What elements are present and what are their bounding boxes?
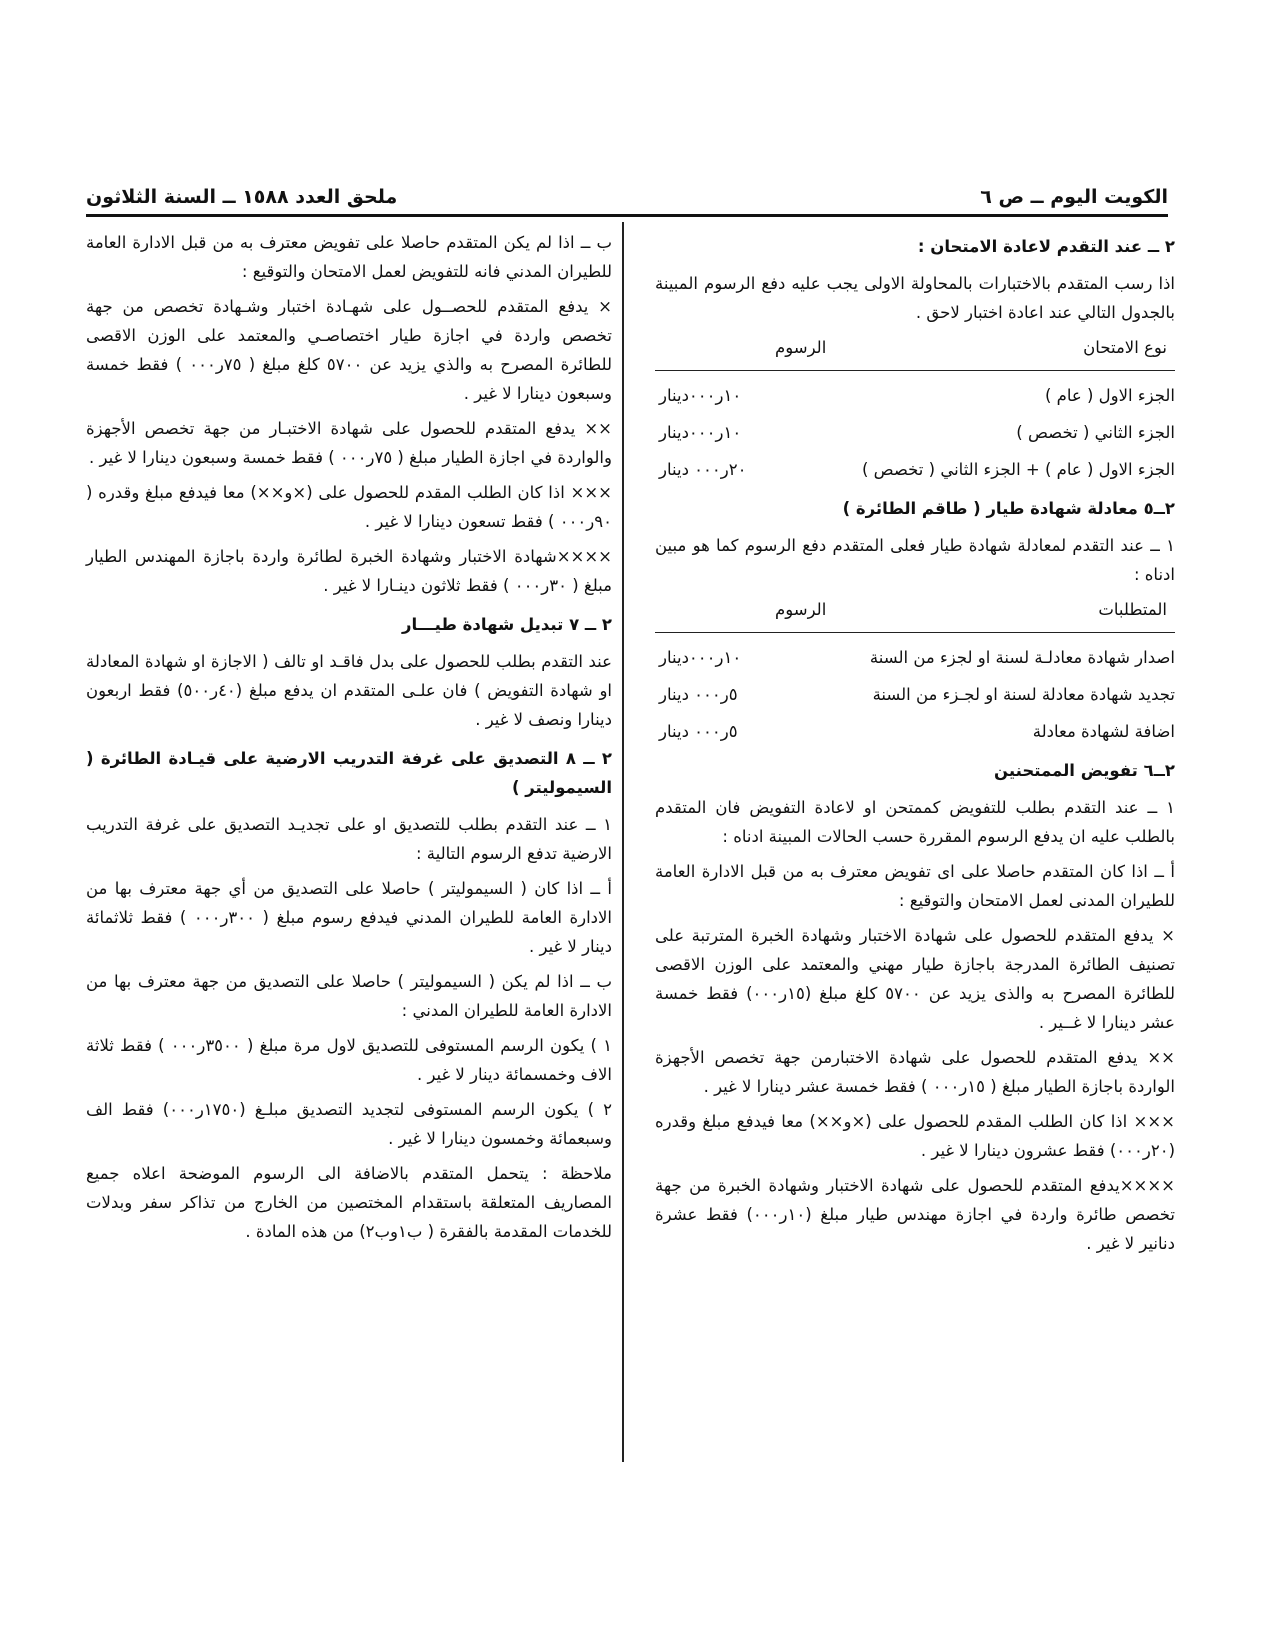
retake-header-type: نوع الامتحان — [1083, 338, 1167, 357]
table-row — [655, 680, 1175, 709]
header-publication: الكويت اليوم ــ ص ٦ — [980, 186, 1168, 208]
row-label: الجزء الثاني ( تخصص ) — [1016, 423, 1175, 442]
simulator-item-2: ٢ ) يكون الرسم المستوفى لتجديد التصديق مبلـغ (١٧٥٠ر٠٠٠) فقط الف وسبعمائة وخمسون دينارا لا غير . — [86, 1100, 613, 1148]
equivalence-header-fees: الرسوم — [775, 600, 827, 619]
simulator-clause-a: أ ــ اذا كان ( السيموليتر ) حاصلا على التصديق من أي جهة معترف بها من الادارة العامة للطيران المدني فيدفع رسوم مبلغ ( ٣٠٠ر٠٠٠ ) فقط ثلاثمائة دينار لا غير . — [86, 879, 612, 956]
simulator-clause-b: ب ــ اذا لم يكن ( السيموليتر ) حاصلا على التصديق من جهة معترف بها من الادارة العامة للطيران المدني : — [86, 972, 612, 1020]
table-row — [655, 643, 1175, 672]
note-text: ملاحظة : يتحمل المتقدم بالاضافة الى الرسوم الموضحة اعلاه جميع المصاريف المتعلقة باستقدام المختصين من الخارج من تذاكر سفر وبدلات للخدمات المقدمة بالفقرة ( ب١وب٢) من هذه المادة . — [86, 1164, 612, 1241]
section-2-7-title: ٢ ــ ٧ تبديل شهادة طيـــار — [402, 615, 612, 634]
row-label: الجزء الاول ( عام ) + الجزء الثاني ( تخصص ) — [861, 460, 1175, 479]
right-column — [655, 228, 1175, 1264]
section-2-7-text: عند التقدم بطلب للحصول على بدل فاقـد او تالف ( الاجازة او شهادة المعادلة او شهادة التفويض ) فان علـى المتقدم ان يدفع مبلغ (٤٠ر٥٠٠) فقط اربعون دينارا ونصف لا غير . — [86, 652, 612, 729]
fee-clause-2: ×× يدفع المتقدم للحصول على شهادة الاختبارمن جهة تخصص الأجهزة الواردة باجازة الطيار مبلغ ( ١٥ر٠٠٠ ) فقط خمسة عشر دينارا لا غير . — [655, 1048, 1175, 1096]
clause-b-text: ب ــ اذا لم يكن المتقدم حاصلا على تفويض معترف به من قبل الادارة العامة للطيران المدني فانه للتفويض لعمل الامتحان والتوقيع : — [86, 233, 612, 281]
header-issue: ملحق العدد ١٥٨٨ ــ السنة الثلاثون — [86, 186, 398, 208]
retake-header-fees: الرسوم — [775, 338, 827, 357]
row-value: ١٠ر٠٠٠دينار — [659, 423, 742, 442]
row-value: ١٠ر٠٠٠دينار — [659, 648, 742, 667]
section-retake-title: ٢ ــ عند التقدم لاعادة الامتحان : — [917, 237, 1175, 256]
section-2-5-text: ١ ــ عند التقدم لمعادلة شهادة طيار فعلى المتقدم دفع الرسوم كما هو مبين ادناه : — [655, 536, 1175, 584]
fee-clause-2: ×× يدفع المتقدم للحصول على شهادة الاختبـار من جهة تخصص الأجهزة والواردة في اجازة الطيار مبلغ ( ٧٥ر٠٠٠ ) فقط خمسة وسبعون دينارا لا غير . — [86, 419, 612, 467]
section-2-8-text: ١ ــ عند التقدم بطلب للتصديق او على تجديـد التصديق على غرفة التدريب الارضية تدفع الرسوم التالية : — [86, 815, 612, 863]
section-2-6-title: ٢ــ٦ تفويض الممتحنين — [994, 761, 1175, 780]
table-row — [655, 717, 1175, 746]
simulator-item-1: ١ ) يكون الرسم المستوفى للتصديق لاول مرة مبلغ ( ٣٥٠٠ر٠٠٠ ) فقط ثلاثة الاف وخمسمائة دينار لا غير . — [86, 1036, 612, 1084]
equivalence-table-header — [655, 595, 1175, 624]
section-2-5-title: ٢ــ٥ معادلة شهادة طيار ( طاقم الطائرة ) — [842, 499, 1175, 518]
clause-a-text: أ ــ اذا كان المتقدم حاصلا على اى تفويض معترف به من قبل الادارة العامة للطيران المدنى لعمل الامتحان والتوقيع : — [655, 862, 1175, 910]
fee-clause-4: ××××يدفع المتقدم للحصول على شهادة الاختبار وشهادة الخبرة من جهة تخصص طائرة واردة في اجازة مهندس طيار مبلغ (١٠ر٠٠٠) فقط عشرة دنانير لا غير . — [655, 1176, 1175, 1253]
table-rule — [655, 370, 1175, 371]
row-value: ١٠ر٠٠٠دينار — [659, 386, 742, 405]
retake-table-header — [655, 333, 1175, 362]
fee-clause-1: × يدفع المتقدم للحصــول على شهـادة اختبار وشـهادة تخصص من جهة تخصص واردة في اجازة طيار اختصاصـي والمعتمد على الوزن الاقصى للطائرة المصرح به والذي يزيد عن ٥٧٠٠ كلغ مبلغ ( ٧٥ر٠٠٠ ) فقط خمسة وسبعون دينارا لا غير . — [86, 297, 613, 403]
fee-clause-1: × يدفع المتقدم للحصول على شهادة الاختبار وشهادة الخبرة المترتبة على تصنيف الطائرة المدرجة باجازة طيار مهني والمعتمد على الوزن الاقصى للطائرة المصرح به والذى يزيد عن ٥٧٠٠ كلغ مبلغ (١٥ر٠٠٠) فقط خمسة عشر دينارا لا غــير . — [655, 926, 1175, 1032]
section-2-8-title: ٢ ــ ٨ التصديق على غرفة التدريب الارضية على قيـادة الطائرة ( السيموليتر ) — [86, 749, 612, 797]
table-row — [655, 381, 1175, 410]
table-row — [655, 418, 1175, 447]
page-header — [86, 178, 1168, 208]
column-divider — [622, 222, 624, 1462]
row-value: ٥ر٠٠٠ دينار — [659, 685, 738, 704]
row-value: ٢٠ر٠٠٠ دينار — [659, 460, 747, 479]
table-rule — [655, 632, 1175, 633]
fee-clause-3: ××× اذا كان الطلب المقدم للحصول على (×و××) معا فيدفع مبلغ وقدره (٢٠ر٠٠٠) فقط عشرون دينارا لا غير . — [655, 1112, 1175, 1160]
equivalence-header-req: المتطلبات — [1098, 600, 1167, 619]
row-label: اضافة لشهادة معادلة — [1032, 722, 1175, 741]
section-2-6-text: ١ ــ عند التقدم بطلب للتفويض كممتحن او لاعادة التفويض فان المتقدم بالطلب عليه ان يدفع الرسوم المقررة حسب الحالات المبينة ادناه : — [655, 798, 1175, 846]
row-value: ٥ر٠٠٠ دينار — [659, 722, 738, 741]
header-rule — [86, 214, 1168, 217]
fee-clause-4: ××××شهادة الاختبار وشهادة الخبرة لطائرة واردة باجازة المهندس الطيار مبلغ ( ٣٠ر٠٠٠ ) فقط ثلاثون دينـارا لا غير . — [86, 547, 612, 595]
table-row — [655, 455, 1175, 484]
row-label: اصدار شهادة معادلـة لسنة او لجزء من السنة — [869, 648, 1175, 667]
left-column — [86, 228, 612, 1252]
section-retake-text: اذا رسب المتقدم بالاختبارات بالمحاولة الاولى يجب عليه دفع الرسوم المبينة بالجدول التالي عند اعادة اختبار لاحق . — [655, 274, 1175, 322]
row-label: تجديد شهادة معادلة لسنة او لجـزء من السنة — [872, 685, 1175, 704]
row-label: الجزء الاول ( عام ) — [1044, 386, 1175, 405]
fee-clause-3: ××× اذا كان الطلب المقدم للحصول على (×و××) معا فيدفع مبلغ وقدره ( ٩٠ر٠٠٠ ) فقط تسعون دينارا لا غير . — [86, 483, 612, 531]
